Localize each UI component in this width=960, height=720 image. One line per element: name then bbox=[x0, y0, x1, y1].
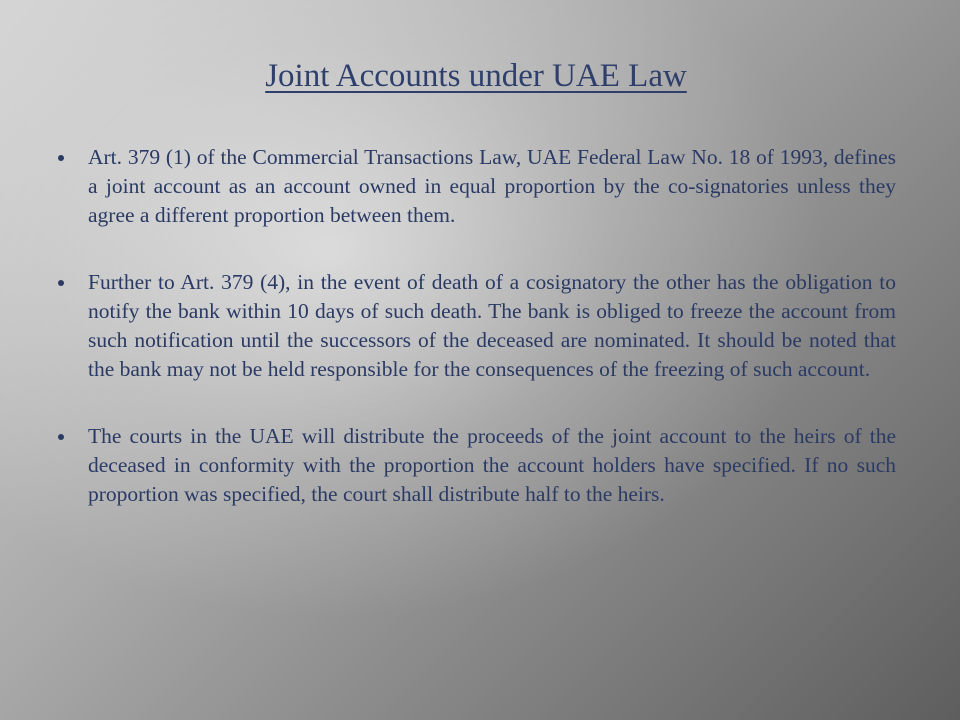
bullet-item bbox=[58, 422, 896, 509]
slide-title: Joint Accounts under UAE Law bbox=[265, 58, 687, 94]
bullet-dot-icon bbox=[58, 280, 64, 286]
bullet-item bbox=[58, 143, 896, 230]
bullet-dot-icon bbox=[58, 434, 64, 440]
bullet-dot-icon bbox=[58, 155, 64, 161]
bullet-item bbox=[58, 268, 896, 384]
bullet-text: The courts in the UAE will distribute the proceeds of the joint account to the heirs of the deceased in conformity with the proportion the account holders have specified. If no such proportion was specified, the court shall distribute half to the heirs. bbox=[88, 424, 896, 506]
bullet-text: Art. 379 (1) of the Commercial Transactions Law, UAE Federal Law No. 18 of 1993, defines a joint account as an account owned in equal proportion by the co-signatories unless they agree a different proportion between them. bbox=[88, 145, 896, 227]
bullet-list bbox=[58, 143, 896, 509]
bullet-text: Further to Art. 379 (4), in the event of death of a cosignatory the other has the obligation to notify the bank within 10 days of such death. The bank is obliged to freeze the account from such notification until the successors of the deceased are nominated. It should be noted that the bank may not be held responsible for the consequences of the freezing of such account. bbox=[88, 270, 896, 381]
